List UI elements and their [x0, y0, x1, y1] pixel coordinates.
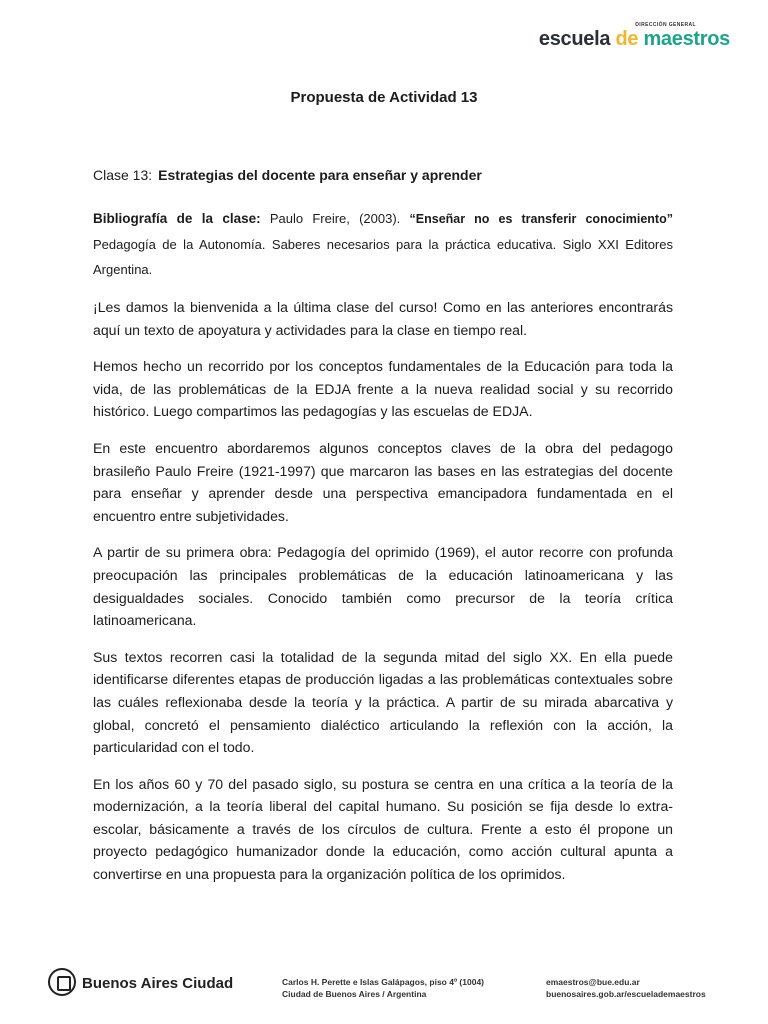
bibliografia-label: Bibliografía de la clase: — [93, 211, 261, 226]
footer-email: emaestros@bue.edu.ar — [546, 977, 640, 987]
footer-address-line1: Carlos H. Perette e Islas Galápagos, piso 4º (1004) — [282, 977, 484, 987]
city-seal-icon — [48, 968, 76, 996]
logo-word-de: de — [615, 28, 644, 50]
page-title: Propuesta de Actividad 13 — [290, 89, 478, 106]
footer-address-line2: Ciudad de Buenos Aires / Argentina — [282, 989, 427, 999]
footer-website: buenosaires.gob.ar/escuelademaestros — [546, 989, 706, 999]
paragraph: Sus textos recorren casi la totalidad de la segunda mitad del siglo XX. En ella puede identificarse diferentes etapas de producción ligadas a las problemáticas contextuales sobre las cuáles reflexionaba desde la teoría y la práctica. A partir de su mirada abarcativa y global, concretó el pensamiento dialéctico articulando la reflexión con la acción, la particularidad con el todo. — [93, 648, 673, 756]
escuela-de-maestros-logo — [539, 22, 730, 50]
footer-brand: Buenos Aires Ciudad — [82, 975, 234, 992]
clase-title: Estrategias del docente para enseñar y aprender — [158, 167, 482, 183]
footer-address — [282, 976, 484, 1000]
clase-label: Clase 13: — [93, 167, 153, 183]
paragraph: En los años 60 y 70 del pasado siglo, su postura se centra en una crítica a la teoría de la modernización, a la teoría liberal del capital humano. Su posición se fija desde lo extra-escolar, básicamente a través de los círculos de cultura. Frente a esto él propone un proyecto pedagógico humanizador donde la educación, como acción cultural apunta a convertirse en una propuesta para la organización política de los oprimidos. — [93, 775, 673, 883]
clase-line — [93, 166, 673, 184]
logo-word-maestros: maestros — [643, 28, 730, 50]
page-footer — [48, 966, 738, 1006]
logo-wordmark — [539, 28, 730, 50]
logo-subtitle: DIRECCIÓN GENERAL — [635, 22, 696, 28]
paragraph: ¡Les damos la bienvenida a la última clase del curso! Como en las anteriores encontrarás aquí un texto de apoyatura y actividades para la clase en tiempo real. — [93, 299, 673, 338]
bibliografia — [93, 206, 673, 282]
bibliografia-quote: “Enseñar no es transferir conocimiento” — [409, 212, 673, 226]
footer-contact — [546, 976, 706, 1000]
paragraph: En este encuentro abordaremos algunos conceptos claves de la obra del pedagogo brasileño Paulo Freire (1921-1997) que marcaron las bases en las estrategias del docente para enseñar y aprender desde una perspectiva emancipadora fundamentada en el encuentro entre subjetividades. — [93, 439, 673, 524]
bibliografia-author: Paulo Freire, (2003). — [260, 211, 410, 226]
paragraph: Hemos hecho un recorrido por los conceptos fundamentales de la Educación para toda la vida, de las problemáticas de la EDJA frente a la nueva realidad social y su recorrido histórico. Luego compartimos las pedagogías y las escuelas de EDJA. — [93, 358, 673, 420]
logo-word-escuela: escuela — [538, 28, 616, 50]
paragraph: A partir de su primera obra: Pedagogía del oprimido (1969), el autor recorre con profunda preocupación las principales problemáticas de la educación latinoamericana y las desigualdades sociales. Conocido también como precursor de la teoría crítica latinoamericana. — [93, 544, 673, 629]
bibliografia-rest: Pedagogía de la Autonomía. Saberes necesarios para la práctica educativa. Siglo XXI Editores Argentina. — [93, 237, 673, 277]
document-body — [93, 166, 673, 900]
